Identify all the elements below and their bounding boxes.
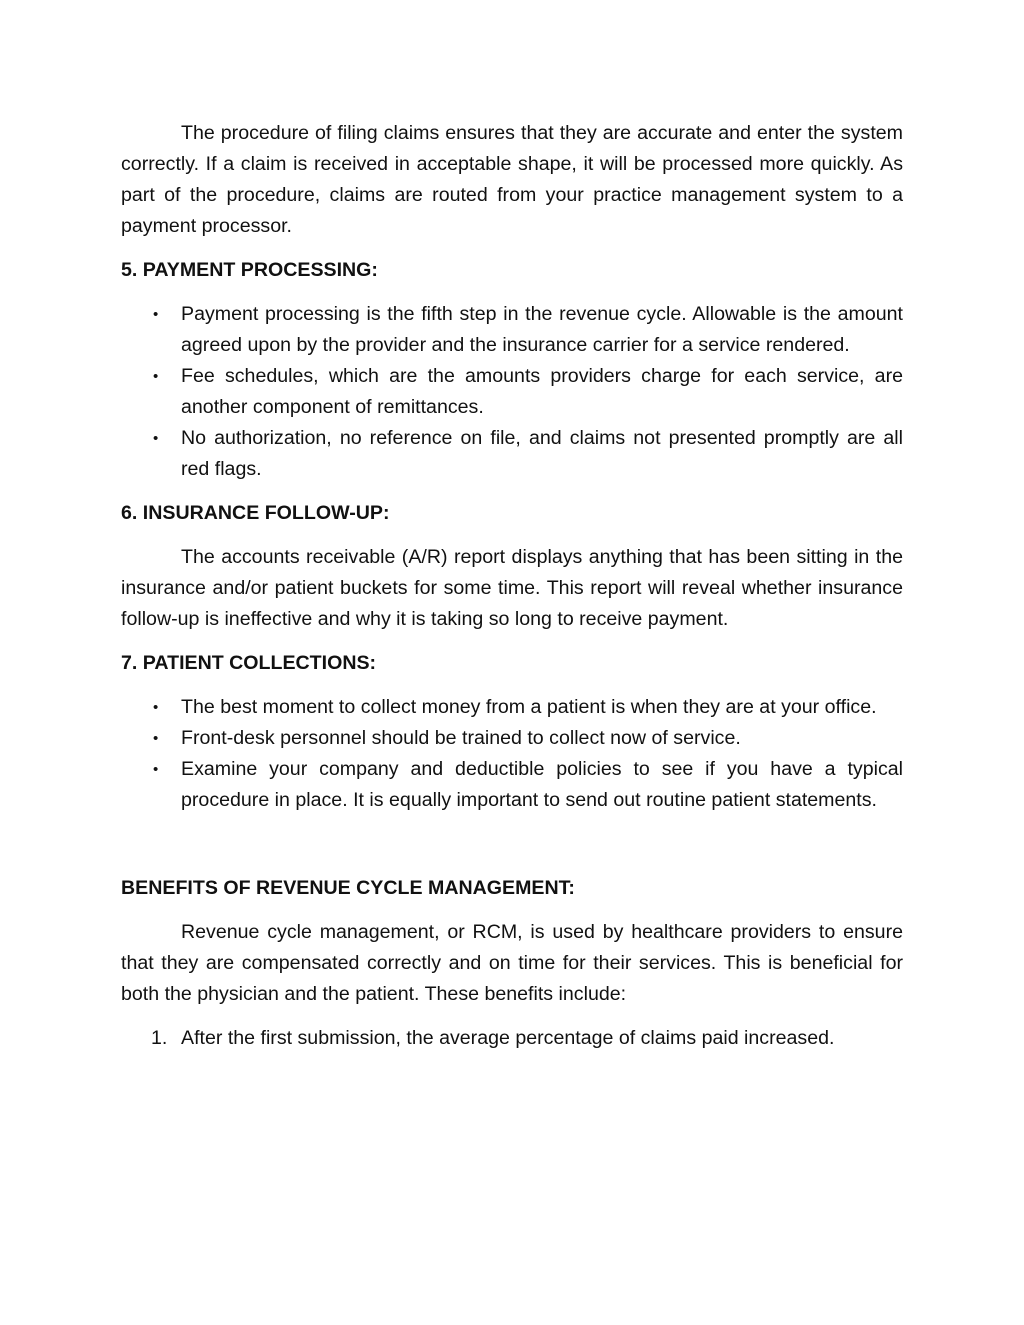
list-item (121, 1023, 903, 1054)
list-number: 1. (151, 1027, 168, 1049)
benefits-list (121, 1023, 903, 1054)
section-spacer (121, 816, 903, 860)
list-item (121, 299, 903, 361)
list-item-text: Front-desk personnel should be trained to collect now of service. (181, 727, 741, 749)
list-item-text: The best moment to collect money from a patient is when they are at your office. (181, 696, 877, 718)
benefits-paragraph: Revenue cycle management, or RCM, is used by healthcare providers to ensure that they are compensated correctly and on time for their services. This is beneficial for both the physician and the patient. These benefits include: (121, 921, 903, 1005)
list-item-text: After the first submission, the average percentage of claims paid increased. (181, 1027, 835, 1049)
bullet-icon: • (153, 730, 159, 747)
list-item (121, 361, 903, 423)
intro-paragraph: The procedure of filing claims ensures that they are accurate and enter the system correctly. If a claim is received in acceptable shape, it will be processed more quickly. As part of the procedure, claims are routed from your practice management system to a payment processor. (121, 122, 903, 237)
document-page (121, 118, 903, 1054)
patient-collections-list (121, 692, 903, 816)
list-item (121, 754, 903, 816)
payment-processing-list (121, 299, 903, 485)
list-item-text: Fee schedules, which are the amounts providers charge for each service, are another component of remittances. (181, 365, 903, 418)
section-heading-payment-processing: 5. PAYMENT PROCESSING: (121, 259, 378, 281)
bullet-icon: • (153, 699, 159, 716)
bullet-icon: • (153, 761, 159, 778)
list-item (121, 423, 903, 485)
list-item (121, 723, 903, 754)
bullet-icon: • (153, 306, 159, 323)
section-heading-insurance-follow-up: 6. INSURANCE FOLLOW-UP: (121, 502, 390, 524)
bullet-icon: • (153, 430, 159, 447)
section-heading-benefits: BENEFITS OF REVENUE CYCLE MANAGEMENT: (121, 877, 575, 899)
bullet-icon: • (153, 368, 159, 385)
list-item-text: No authorization, no reference on file, and claims not presented promptly are all red flags. (181, 427, 903, 480)
insurance-follow-up-paragraph: The accounts receivable (A/R) report displays anything that has been sitting in the insurance and/or patient buckets for some time. This report will reveal whether insurance follow-up is ineffective and why it is taking so long to receive payment. (121, 546, 903, 630)
list-item-text: Payment processing is the fifth step in the revenue cycle. Allowable is the amount agreed upon by the provider and the insurance carrier for a service rendered. (181, 303, 903, 356)
list-item-text: Examine your company and deductible policies to see if you have a typical procedure in place. It is equally important to send out routine patient statements. (181, 758, 903, 811)
section-heading-patient-collections: 7. PATIENT COLLECTIONS: (121, 652, 377, 674)
list-item (121, 692, 903, 723)
